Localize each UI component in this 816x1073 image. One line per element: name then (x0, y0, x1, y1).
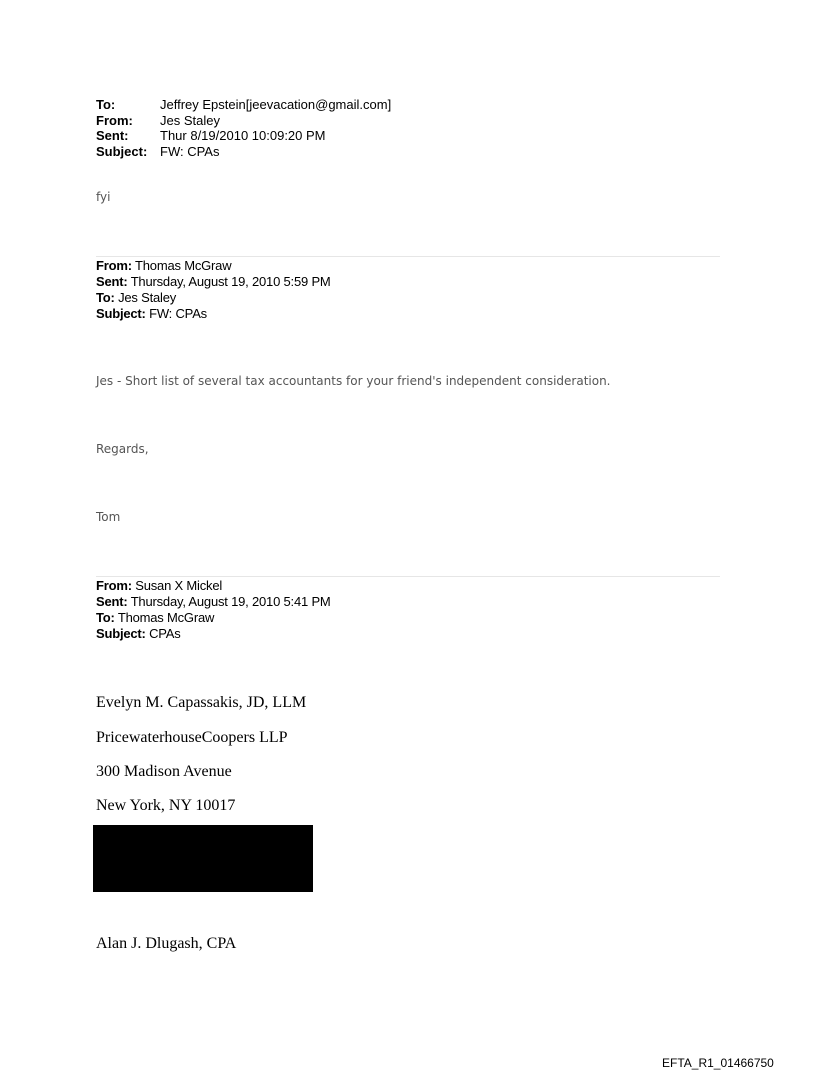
header-sent-row (96, 128, 391, 144)
header-sent-label: Sent: (96, 128, 129, 143)
header-sent-value: Thur 8/19/2010 10:09:20 PM (160, 128, 326, 143)
header-to-label: To: (96, 97, 116, 112)
header-to-value: Jeffrey Epstein[jeevacation@gmail.com] (160, 97, 392, 112)
forward1-from-label: From: (96, 258, 132, 273)
forward2-subject-row (96, 626, 331, 642)
header-subject-value: FW: CPAs (160, 143, 220, 159)
redaction-block (93, 825, 313, 892)
divider-rule (96, 256, 720, 257)
forward1-from-value: Thomas McGraw (131, 258, 232, 273)
forward2-subject-value: CPAs (145, 626, 181, 641)
forward1-subject-row (96, 306, 331, 322)
contact1-firm: PricewaterhouseCoopers LLP (96, 729, 288, 746)
forward1-from-row (96, 258, 331, 274)
forward1-sent-value: Thursday, August 19, 2010 5:59 PM (127, 274, 331, 289)
contact2-name: Alan J. Dlugash, CPA (96, 935, 237, 952)
email-header (96, 97, 391, 159)
forward2-header (96, 578, 331, 642)
document-id: EFTA_R1_01466750 (662, 1056, 774, 1070)
forward1-signature: Tom (96, 510, 121, 524)
top-body-text: fyi (96, 190, 111, 204)
forward1-subject-value: FW: CPAs (145, 306, 207, 321)
forward2-to-row (96, 610, 331, 626)
forward2-to-label: To: (96, 610, 115, 625)
forward2-sent-value: Thursday, August 19, 2010 5:41 PM (127, 594, 331, 609)
divider-rule (96, 576, 720, 577)
header-subject-row (96, 144, 391, 160)
forward2-sent-label: Sent: (96, 594, 128, 609)
forward1-subject-label: Subject: (96, 306, 146, 321)
forward1-sent-row (96, 274, 331, 290)
forward1-regards: Regards, (96, 442, 149, 456)
header-from-label: From: (96, 112, 133, 128)
forward1-sent-label: Sent: (96, 274, 128, 289)
contact1-name: Evelyn M. Capassakis, JD, LLM (96, 694, 307, 711)
forward1-to-label: To: (96, 290, 115, 305)
header-subject-label: Subject: (96, 143, 148, 159)
forward2-subject-label: Subject: (96, 626, 146, 641)
forward1-to-row (96, 290, 331, 306)
forward2-sent-row (96, 594, 331, 610)
contact1-street: 300 Madison Avenue (96, 763, 232, 780)
forward1-body-line: Jes - Short list of several tax accountants for your friend's independent consideration. (96, 374, 611, 388)
header-from-value: Jes Staley (160, 112, 220, 128)
forward1-to-value: Jes Staley (114, 290, 177, 305)
forward2-from-row (96, 578, 331, 594)
header-to-row (96, 97, 391, 113)
forward1-header (96, 258, 331, 322)
header-from-row (96, 113, 391, 129)
contact1-city: New York, NY 10017 (96, 797, 236, 814)
forward2-from-label: From: (96, 578, 132, 593)
forward2-from-value: Susan X Mickel (131, 578, 223, 593)
forward2-to-value: Thomas McGraw (114, 610, 215, 625)
